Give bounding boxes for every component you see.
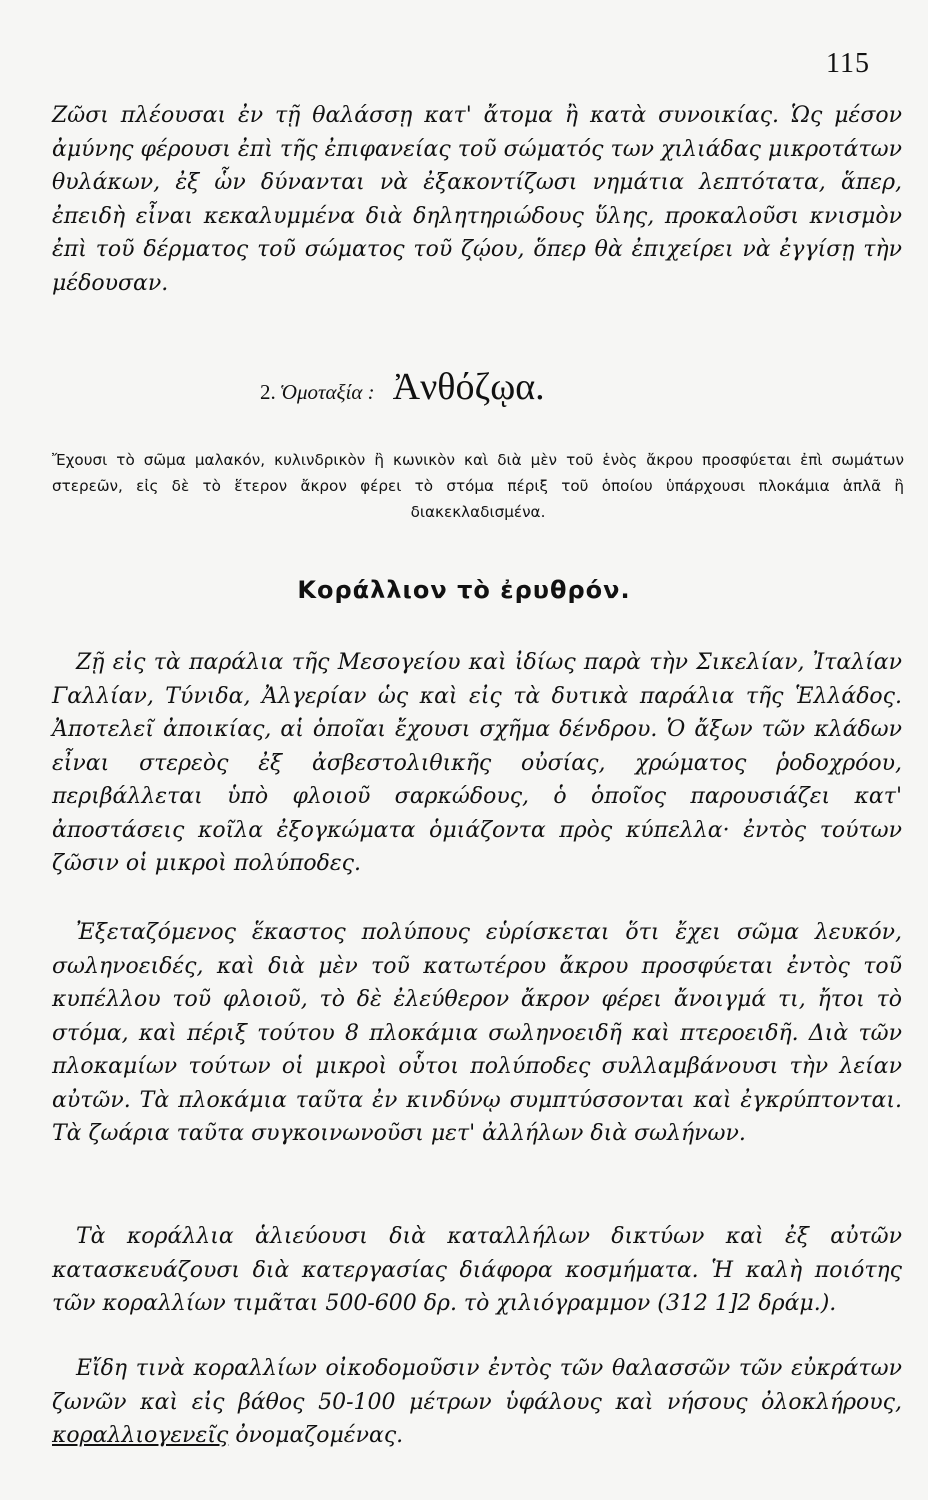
reefs-text: Εἴδη τινὰ κοραλλίων οἰκοδομοῦσιν ἐντὸς τῶν θαλασσῶν τῶν εὐκράτων ζωνῶν καὶ εἰς βάθος 50-100 μέτρων ὑφάλους καὶ νήσους ὀλοκλήρους,: [52, 1356, 902, 1415]
intro-paragraph: Ζῶσι πλέουσαι ἐν τῇ θαλάσσῃ κατ' ἄτομα ἢ κατὰ συνοικίας. Ὡς μέσον ἀμύνης φέρουσι ἐπὶ τῆς ἐπιφανείας τοῦ σώματός των χιλιάδας μικροτάτων θυλάκων, ἐξ ὧν δύνανται νὰ ἐξακοντίζωσι νημάτια λεπτότατα, ἅπερ, ἐπειδὴ εἶναι κεκαλυμμένα διὰ δηλητηριώδους ὕλης, προκαλοῦσι κνισμὸν ἐπὶ τοῦ δέρματος τοῦ σώματος τοῦ ζῴου, ὅπερ θὰ ἐπιχείρει νὰ ἐγγίσῃ τὴν μέδουσαν.: [52, 103, 902, 296]
section-heading: [260, 365, 780, 409]
section-name: Ἀνθόζῳα.: [392, 366, 545, 408]
subclass-description: Ἔχουσι τὸ σῶμα μαλακόν, κυλινδρικὸν ἢ κωνικὸν καὶ διὰ μὲν τοῦ ἑνὸς ἄκρου προσφύεται ἐπὶ σωμάτων στερεῶν, εἰς δὲ τὸ ἕτερον ἄκρον φέρει τὸ στόμα πέριξ τοῦ ὁποίου ὑπάρχουσι πλοκάμια ἁπλᾶ ἢ διακεκλαδισμένα.: [52, 451, 904, 521]
polyp-paragraph: Ἐξεταζόμενος ἕκαστος πολύπους εὑρίσκεται ὅτι ἔχει σῶμα λευκόν, σωληνοειδές, καὶ διὰ μὲν τοῦ κατωτέρου ἄκρου προσφύεται ἐντὸς τοῦ κυπέλλου τοῦ φλοιοῦ, τὸ δὲ ἐλεύθερον ἄκρον φέρει ἄνοιγμά τι, ἤτοι τὸ στόμα, καὶ πέριξ τούτου 8 πλοκάμια σωληνοειδῆ καὶ πτεροειδῆ. Διὰ τῶν πλοκαμίων τούτων οἱ μικροὶ οὗτοι πολύποδες συλλαμβάνουσι τὴν λείαν αὐτῶν. Τὰ πλοκάμια ταῦτα ἐν κινδύνῳ συμπτύσσονται καὶ ἐγκρύπτονται. Τὰ ζωάρια ταῦτα συγκοινωνοῦσι μετ' ἀλλήλων διὰ σωλήνων.: [52, 920, 902, 1146]
habitat-paragraph: Ζῇ εἰς τὰ παράλια τῆς Μεσογείου καὶ ἰδίως παρὰ τὴν Σικελίαν, Ἰταλίαν Γαλλίαν, Τύνιδα, Ἀλγερίαν ὡς καὶ εἰς τὰ δυτικὰ παράλια τῆς Ἑλλάδος. Ἀποτελεῖ ἀποικίας, αἱ ὁποῖαι ἔχουσι σχῆμα δένδρου. Ὁ ἄξων τῶν κλάδων εἶναι στερεὸς ἐξ ἀσβεστολιθικῆς οὐσίας, χρώματος ῥοδοχρόου, περιβάλλεται ὑπὸ φλοιοῦ σαρκώδους, ὁ ὁποῖος παρουσιάζει κατ' ἀποστάσεις κοῖλα ἐξογκώματα ὁμιάζοντα πρὸς κύπελλα· ἐντὸς τούτων ζῶσιν οἱ μικροὶ πολύποδες.: [52, 650, 902, 876]
fishing-paragraph: Τὰ κοράλλια ἁλιεύουσι διὰ καταλλήλων δικτύων καὶ ἐξ αὐτῶν κατασκευάζουσι διὰ κατεργασίας διάφορα κοσμήματα. Ἡ καλὴ ποιότης τῶν κοραλλίων τιμᾶται 500-600 δρ. τὸ χιλιόγραμμον (312 1]2 δράμ.).: [52, 1224, 902, 1316]
section-number: 2.: [260, 380, 276, 404]
coral-heading: Κοράλλιον τὸ ἐρυθρόν.: [297, 576, 631, 604]
page-number: 115: [826, 48, 870, 79]
section-label: Ὁμοταξία :: [279, 380, 375, 404]
reefs-paragraph: [52, 1352, 902, 1453]
reefs-end: ὀνομαζομένας.: [235, 1423, 404, 1448]
reefs-term: κοραλλιογενεῖς: [52, 1423, 229, 1448]
